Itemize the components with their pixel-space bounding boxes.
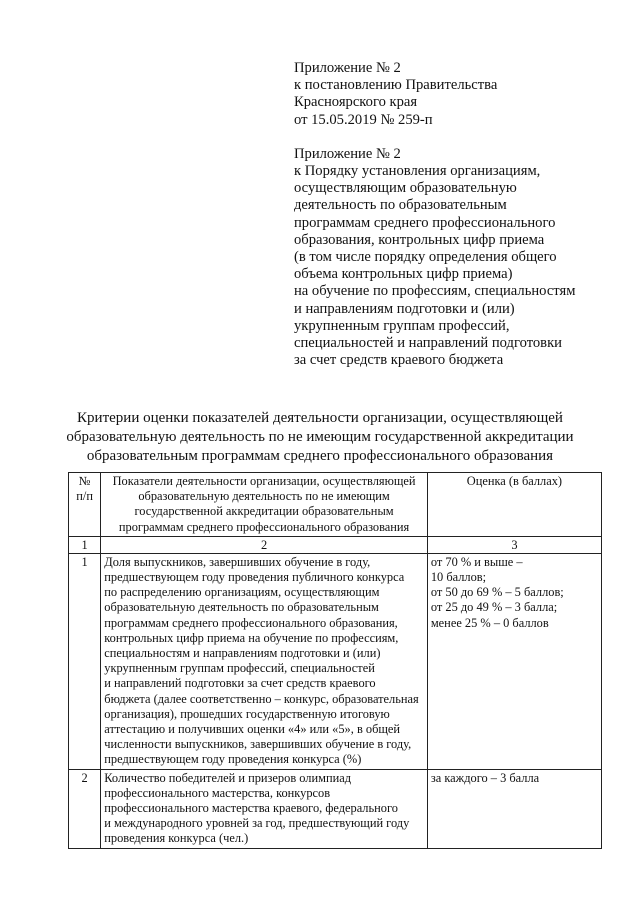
indicator-line: предшествующем году проведения конкурса (%) (104, 752, 362, 767)
indicator-line: численности выпускников, завершивших обучение в году, (104, 737, 412, 752)
indicator-line: образовательную деятельность по образовательным (104, 600, 379, 615)
indicator-line: бюджета (далее соответственно – конкурс, образовательная (104, 691, 419, 706)
score-line: 10 баллов; (430, 570, 487, 585)
criteria-title (30, 409, 610, 466)
row-number: 1 (69, 553, 101, 769)
indicator-line: программам среднего профессионального образования, (104, 615, 398, 630)
indicator-line: предшествующем году проведения публичного конкурса (104, 570, 405, 585)
indicator-line: Доля выпускников, завершивших обучение в году, (104, 554, 371, 569)
row-number: 2 (69, 769, 101, 848)
row-indicator (101, 769, 428, 848)
appendix-line: за счет средств краевого бюджета (294, 352, 504, 369)
indicator-line: Количество победителей и призеров олимпиад (104, 770, 352, 785)
indicator-line: проведения конкурса (чел.) (104, 831, 249, 846)
header-cell-indicator (101, 473, 428, 537)
column-number-row (69, 536, 602, 553)
appendix-line: на обучение по профессиям, специальностям (294, 283, 576, 300)
row-score (427, 553, 601, 769)
appendix-line: от 15.05.2019 № 259-п (294, 111, 433, 128)
table-header-row (69, 473, 602, 537)
criteria-title-line: образовательным программам среднего профессионального образования (86, 448, 554, 464)
criteria-title-line: Критерии оценки показателей деятельности организации, осуществляющей (77, 410, 563, 426)
indicator-line: по распределению организациям, осуществляющим (104, 585, 380, 600)
table-row (69, 769, 602, 848)
table-row (69, 553, 602, 769)
row-indicator (101, 553, 428, 769)
appendix-line: программам среднего профессионального (294, 214, 556, 231)
header-num-line: № (78, 474, 91, 488)
indicator-line: и направлений подготовки за счет средств краевого (104, 676, 376, 691)
header-score-line: Оценка (в баллах) (466, 474, 563, 488)
header-indicator-line: программам среднего профессионального образования (118, 519, 410, 534)
appendix-line: к Порядку установления организациям, (294, 163, 541, 180)
appendix-line: осуществляющим образовательную (294, 180, 517, 197)
indicator-line: специальностям и направлениям подготовки и (или) (104, 646, 381, 661)
indicator-line: и международного уровней за год, предшествующий году (104, 816, 410, 831)
criteria-table (68, 472, 602, 849)
appendix-line: к постановлению Правительства (294, 77, 498, 94)
appendix-line: специальностей и направлений подготовки (294, 335, 562, 352)
appendix-line: и направлениям подготовки и (или) (294, 300, 515, 317)
header-cell-score (427, 473, 601, 537)
header-cell-num (69, 473, 101, 537)
indicator-line: организация), прошедших государственную итоговую (104, 706, 390, 721)
header-num-line: п/п (76, 489, 93, 504)
appendix-line: (в том числе порядку определения общего (294, 249, 557, 266)
row-score (427, 769, 601, 848)
appendix-line: образования, контрольных цифр приема (294, 231, 545, 248)
score-line: менее 25 % – 0 баллов (430, 615, 549, 630)
appendix-header (294, 60, 624, 369)
indicator-line: профессионального мастерства, конкурсов (104, 785, 331, 800)
column-number: 2 (101, 536, 428, 553)
indicator-line: контрольных цифр приема на обучение по профессиям, (104, 630, 399, 645)
appendix-block-order (294, 146, 624, 370)
indicator-line: аттестацию и получивших оценки «4» или «5», в общей (104, 722, 401, 737)
header-indicator-line: образовательную деятельность по не имеющим (138, 489, 390, 504)
appendix-line: деятельность по образовательным (294, 197, 507, 214)
score-line: за каждого – 3 балла (430, 770, 540, 785)
appendix-line: объема контрольных цифр приема) (294, 266, 513, 283)
score-line: от 25 до 49 % – 3 балла; (430, 600, 558, 615)
score-line: от 50 до 69 % – 5 баллов; (430, 585, 564, 600)
indicator-line: укрупненным группам профессий, специальностей (104, 661, 375, 676)
appendix-line: Красноярского края (294, 94, 418, 111)
appendix-line: Приложение № 2 (294, 145, 401, 162)
header-indicator-line: государственной аккредитации образовательным (134, 504, 394, 519)
criteria-title-line: образовательную деятельность по не имеющим государственной аккредитации (66, 429, 574, 445)
block-spacer (294, 129, 624, 146)
score-line: от 70 % и выше – (430, 554, 523, 569)
indicator-line: профессионального мастерства краевого, федерального (104, 801, 398, 816)
column-number: 1 (69, 536, 101, 553)
header-indicator-line: Показатели деятельности организации, осуществляющей (112, 474, 416, 488)
appendix-block-resolution (294, 60, 624, 129)
column-number: 3 (427, 536, 601, 553)
appendix-line: Приложение № 2 (294, 60, 401, 76)
appendix-line: укрупненным группам профессий, (294, 317, 510, 334)
